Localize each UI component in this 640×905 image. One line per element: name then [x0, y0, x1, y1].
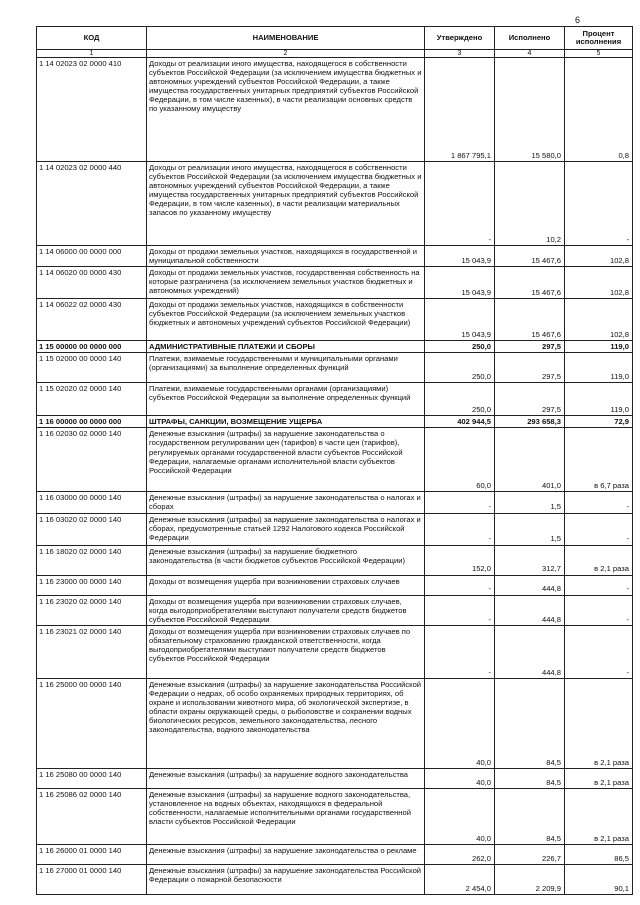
approved-cell: 15 043,9: [425, 267, 495, 299]
executed-cell: 444,8: [495, 595, 565, 625]
executed-cell: 293 658,3: [495, 416, 565, 428]
name-cell: ШТРАФЫ, САНКЦИИ, ВОЗМЕЩЕНИЕ УЩЕРБА: [147, 416, 425, 428]
percent-cell: 119,0: [565, 353, 633, 383]
code-cell: 1 14 06020 00 0000 430: [37, 267, 147, 299]
approved-cell: 250,0: [425, 341, 495, 353]
code-cell: 1 14 06022 02 0000 430: [37, 299, 147, 341]
percent-cell: в 2,1 раза: [565, 545, 633, 575]
approved-cell: -: [425, 492, 495, 513]
code-cell: 1 16 23021 02 0000 140: [37, 625, 147, 678]
table-row: [37, 383, 633, 416]
column-number: 2: [147, 50, 425, 58]
table-row: [37, 788, 633, 844]
header-approved: Утверждено: [425, 27, 495, 50]
name-cell: Денежные взыскания (штрафы) за нарушение законодательства Российской Федерации о пожарной безопасности: [147, 864, 425, 894]
approved-cell: 40,0: [425, 788, 495, 844]
executed-cell: 84,5: [495, 768, 565, 788]
percent-cell: 86,5: [565, 844, 633, 864]
code-cell: 1 16 18020 02 0000 140: [37, 545, 147, 575]
executed-cell: 297,5: [495, 383, 565, 416]
percent-cell: 102,8: [565, 267, 633, 299]
executed-cell: 226,7: [495, 844, 565, 864]
executed-cell: 297,5: [495, 341, 565, 353]
column-number: 4: [495, 50, 565, 58]
name-cell: Доходы от продажи земельных участков, государственная собственность на которые разграничена (за исключением земельных участков бюджетных и автономных учреждений): [147, 267, 425, 299]
executed-cell: 2 209,9: [495, 864, 565, 894]
percent-cell: 102,8: [565, 299, 633, 341]
name-cell: Денежные взыскания (штрафы) за нарушение законодательства Российской Федерации о недрах, об особо охраняемых природных территориях, об охране и использовании животного мира, об экологической экспертизе, в области охраны окружающей среды, о рыболовстве и сохранении водных биологических ресурсов, земельного законодательства, лесного законодательства, водного законодательства: [147, 678, 425, 768]
approved-cell: -: [425, 625, 495, 678]
executed-cell: 297,5: [495, 353, 565, 383]
percent-cell: -: [565, 575, 633, 595]
percent-cell: -: [565, 625, 633, 678]
table-row: [37, 267, 633, 299]
table-row: [37, 162, 633, 246]
column-number: 5: [565, 50, 633, 58]
executed-cell: 312,7: [495, 545, 565, 575]
approved-cell: 15 043,9: [425, 246, 495, 267]
name-cell: Доходы от реализации иного имущества, находящегося в собственности субъектов Российской Федерации (за исключением имущества бюджетных и автономных учреждений субъектов Российской Федерации, а также имущества государственных унитарных предприятий субъектов Российской Федерации, в том числе казенных), в части реализации основных средств по указанному имуществу: [147, 58, 425, 162]
column-numbers-row: [37, 50, 633, 58]
approved-cell: 1 867 795,1: [425, 58, 495, 162]
approved-cell: -: [425, 575, 495, 595]
percent-cell: в 2,1 раза: [565, 678, 633, 768]
name-cell: Денежные взыскания (штрафы) за нарушение законодательства о налогах и сборах: [147, 492, 425, 513]
percent-cell: 102,8: [565, 246, 633, 267]
percent-cell: -: [565, 492, 633, 513]
percent-cell: 119,0: [565, 341, 633, 353]
name-cell: Доходы от реализации иного имущества, находящегося в собственности субъектов Российской Федерации (за исключением имущества бюджетных и автономных учреждений субъектов Российской Федерации, а также имущества государственных унитарных предприятий субъектов Российской Федерации, в том числе казенных), в части реализации материальных запасов по указанному имуществу: [147, 162, 425, 246]
percent-cell: 0,8: [565, 58, 633, 162]
name-cell: Денежные взыскания (штрафы) за нарушение водного законодательства: [147, 768, 425, 788]
approved-cell: -: [425, 595, 495, 625]
executed-cell: 15 467,6: [495, 246, 565, 267]
name-cell: Платежи, взимаемые государственными и муниципальными органами (организациями) за выполнение определенных функций: [147, 353, 425, 383]
percent-cell: -: [565, 162, 633, 246]
approved-cell: 60,0: [425, 428, 495, 492]
column-number: 1: [37, 50, 147, 58]
table-row: [37, 625, 633, 678]
table-row: [37, 595, 633, 625]
code-cell: 1 15 02020 02 0000 140: [37, 383, 147, 416]
percent-cell: 72,9: [565, 416, 633, 428]
code-cell: 1 15 00000 00 0000 000: [37, 341, 147, 353]
executed-cell: 444,8: [495, 625, 565, 678]
header-row: [37, 27, 633, 50]
percent-cell: -: [565, 513, 633, 545]
table-row: [37, 246, 633, 267]
code-cell: 1 16 03000 00 0000 140: [37, 492, 147, 513]
table-row: [37, 545, 633, 575]
header-percent: Процент исполнения: [565, 27, 633, 50]
executed-cell: 10,2: [495, 162, 565, 246]
code-cell: 1 15 02000 00 0000 140: [37, 353, 147, 383]
table-row: [37, 768, 633, 788]
code-cell: 1 16 02030 02 0000 140: [37, 428, 147, 492]
name-cell: Денежные взыскания (штрафы) за нарушение водного законодательства, установленное на водных объектах, находящихся в федеральной собственности, налагаемые исполнительными органами государственной власти субъектов Российской Федерации: [147, 788, 425, 844]
executed-cell: 15 467,6: [495, 267, 565, 299]
code-cell: 1 14 06000 00 0000 000: [37, 246, 147, 267]
table-row: [37, 844, 633, 864]
code-cell: 1 14 02023 02 0000 410: [37, 58, 147, 162]
executed-cell: 401,0: [495, 428, 565, 492]
code-cell: 1 16 25086 02 0000 140: [37, 788, 147, 844]
code-cell: 1 16 26000 01 0000 140: [37, 844, 147, 864]
table-row: [37, 513, 633, 545]
table-row: [37, 428, 633, 492]
code-cell: 1 16 23020 02 0000 140: [37, 595, 147, 625]
name-cell: Доходы от возмещения ущерба при возникновении страховых случаев, когда выгодоприобретателями выступают получатели средств бюджетов субъектов Российской Федерации: [147, 595, 425, 625]
page-number: 6: [575, 15, 581, 25]
percent-cell: 90,1: [565, 864, 633, 894]
table-row: [37, 575, 633, 595]
column-number: 3: [425, 50, 495, 58]
approved-cell: 250,0: [425, 353, 495, 383]
code-cell: 1 16 27000 01 0000 140: [37, 864, 147, 894]
code-cell: 1 16 00000 00 0000 000: [37, 416, 147, 428]
executed-cell: 15 580,0: [495, 58, 565, 162]
table-row: [37, 864, 633, 894]
name-cell: Доходы от продажи земельных участков, находящихся в собственности субъектов Российской Федерации (за исключением земельных участков бюджетных и автономных учреждений субъектов Российской Федерации): [147, 299, 425, 341]
approved-cell: 15 043,9: [425, 299, 495, 341]
percent-cell: 119,0: [565, 383, 633, 416]
table-body: [37, 58, 633, 895]
executed-cell: 84,5: [495, 788, 565, 844]
header-executed: Исполнено: [495, 27, 565, 50]
approved-cell: 40,0: [425, 768, 495, 788]
percent-cell: в 6,7 раза: [565, 428, 633, 492]
approved-cell: -: [425, 162, 495, 246]
table-row: [37, 353, 633, 383]
approved-cell: -: [425, 513, 495, 545]
approved-cell: 250,0: [425, 383, 495, 416]
executed-cell: 1,5: [495, 513, 565, 545]
approved-cell: 40,0: [425, 678, 495, 768]
code-cell: 1 16 25080 00 0000 140: [37, 768, 147, 788]
code-cell: 1 16 25000 00 0000 140: [37, 678, 147, 768]
name-cell: Доходы от возмещения ущерба при возникновении страховых случаев по обязательному страхованию гражданской ответственности, когда выгодоприобретателями выступают получатели средств бюджетов субъектов Российской Федерации: [147, 625, 425, 678]
code-cell: 1 16 03020 02 0000 140: [37, 513, 147, 545]
name-cell: Денежные взыскания (штрафы) за нарушение законодательства о рекламе: [147, 844, 425, 864]
percent-cell: в 2,1 раза: [565, 768, 633, 788]
approved-cell: 262,0: [425, 844, 495, 864]
approved-cell: 152,0: [425, 545, 495, 575]
approved-cell: 2 454,0: [425, 864, 495, 894]
name-cell: Доходы от возмещения ущерба при возникновении страховых случаев: [147, 575, 425, 595]
executed-cell: 84,5: [495, 678, 565, 768]
code-cell: 1 14 02023 02 0000 440: [37, 162, 147, 246]
table-row: [37, 341, 633, 353]
table-row: [37, 492, 633, 513]
executed-cell: 1,5: [495, 492, 565, 513]
percent-cell: -: [565, 595, 633, 625]
revenue-table: [36, 26, 633, 895]
name-cell: Денежные взыскания (штрафы) за нарушение законодательства о налогах и сборах, предусмотренные статьей 1292 Налогового кодекса Российской Федерации: [147, 513, 425, 545]
header-code: КОД: [37, 27, 147, 50]
name-cell: Денежные взыскания (штрафы) за нарушение законодательства о государственном регулировании цен (тарифов) в части цен (тарифов), регулируемых органами государственной власти субъектов Российской Федерации, налагаемые органами исполнительной власти субъектов Российской Федерации: [147, 428, 425, 492]
executed-cell: 444,8: [495, 575, 565, 595]
approved-cell: 402 944,5: [425, 416, 495, 428]
name-cell: Доходы от продажи земельных участков, находящихся в государственной и муниципальной собственности: [147, 246, 425, 267]
table-row: [37, 678, 633, 768]
name-cell: Платежи, взимаемые государственными органами (организациями) субъектов Российской Федерации за выполнение определенных функций: [147, 383, 425, 416]
executed-cell: 15 467,6: [495, 299, 565, 341]
code-cell: 1 16 23000 00 0000 140: [37, 575, 147, 595]
table-row: [37, 299, 633, 341]
name-cell: Денежные взыскания (штрафы) за нарушение бюджетного законодательства (в части бюджетов субъектов Российской Федерации): [147, 545, 425, 575]
name-cell: АДМИНИСТРАТИВНЫЕ ПЛАТЕЖИ И СБОРЫ: [147, 341, 425, 353]
percent-cell: в 2,1 раза: [565, 788, 633, 844]
header-name: НАИМЕНОВАНИЕ: [147, 27, 425, 50]
table-row: [37, 416, 633, 428]
table-row: [37, 58, 633, 162]
